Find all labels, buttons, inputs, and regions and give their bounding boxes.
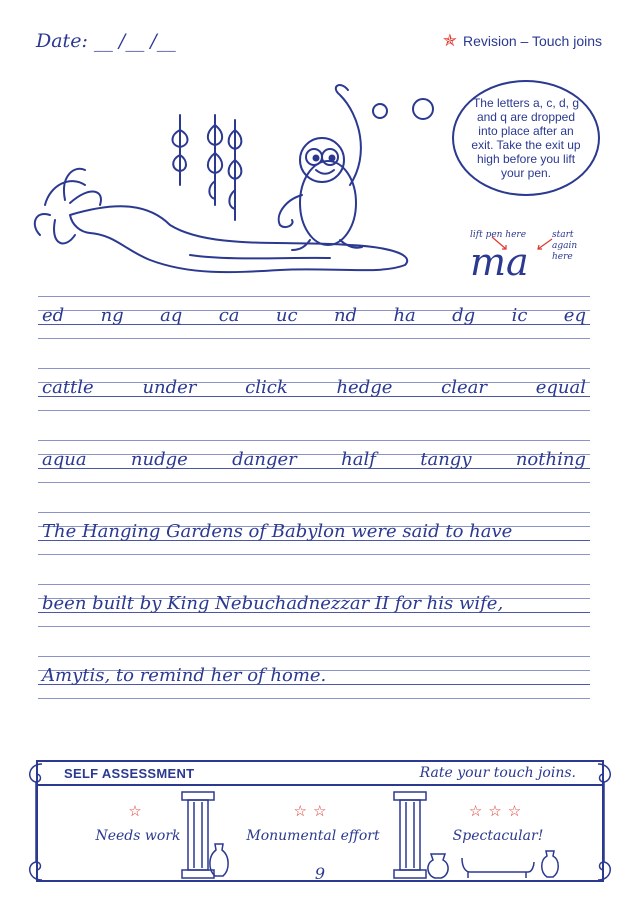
branch <box>70 206 407 272</box>
rating-label: Monumental effort <box>246 828 380 844</box>
header-title-text: Revision – Touch joins <box>462 32 602 49</box>
handwriting-line[interactable] <box>38 440 590 500</box>
guide-rule <box>38 410 590 411</box>
model-word: cattle <box>42 377 94 398</box>
lift-pen-label: lift pen here <box>470 230 527 240</box>
thought-bubble-text: The letters a, c, d, g and q are dropped into place after an exit. Take the exit up high before you lift your pen. <box>471 96 581 180</box>
guide-rule <box>38 482 590 483</box>
header-title <box>443 32 602 49</box>
self-assessment-subtitle: Rate your touch joins. <box>419 765 576 781</box>
model-word: ic <box>511 305 528 326</box>
handwriting-line[interactable] <box>38 368 590 428</box>
demo-letters: ma <box>470 240 529 284</box>
star-icon: ✯ <box>442 31 457 50</box>
model-word: click <box>245 377 288 398</box>
model-word: ha <box>393 305 416 326</box>
model-word: nudge <box>130 449 188 470</box>
start-again-label: start again here <box>552 230 578 262</box>
monkey-tail <box>336 85 361 185</box>
model-word: nothing <box>515 449 586 470</box>
self-assessment-header <box>38 762 602 786</box>
model-word: uc <box>275 305 298 326</box>
thought-bubble-dot <box>412 98 434 120</box>
monkey-illustration <box>30 75 430 285</box>
model-word: danger <box>232 449 297 470</box>
model-word: half <box>341 449 376 470</box>
model-sentence: The Hanging Gardens of Babylon were said to have <box>42 521 513 542</box>
handwriting-line[interactable] <box>38 296 590 356</box>
thought-bubble <box>452 80 600 196</box>
guide-rule <box>38 440 590 441</box>
vine-2 <box>208 115 222 205</box>
handwriting-line[interactable] <box>38 656 590 716</box>
rating-label: Spectacular! <box>452 828 544 844</box>
guide-rule <box>38 368 590 369</box>
model-word: hedge <box>336 377 393 398</box>
star-icon: ☆☆☆ <box>468 803 528 820</box>
model-word-row <box>42 377 586 398</box>
model-word: ng <box>100 305 124 326</box>
guide-rule <box>38 512 590 513</box>
thought-bubble-dot-small <box>372 103 388 119</box>
vine-1 <box>173 115 188 185</box>
handwriting-line[interactable] <box>38 512 590 572</box>
model-word: dg <box>452 305 476 326</box>
page-number: 9 <box>314 864 326 883</box>
model-sentence: Amytis, to remind her of home. <box>42 665 327 686</box>
guide-rule <box>38 656 590 657</box>
guide-rule <box>38 296 590 297</box>
rating-label: Needs work <box>95 828 181 844</box>
handwriting-line[interactable] <box>38 584 590 644</box>
guide-rule <box>38 584 590 585</box>
star-icon: ☆☆ <box>293 803 333 820</box>
model-word: aq <box>160 305 183 326</box>
rating-option-monumental-effort[interactable] <box>228 802 398 844</box>
model-word: tangy <box>420 449 472 470</box>
model-sentence: been built by King Nebuchadnezzar II for his wife, <box>42 593 504 614</box>
guide-rule <box>38 554 590 555</box>
model-word: aqua <box>42 449 87 470</box>
self-assessment-title: SELF ASSESSMENT <box>64 765 195 781</box>
model-word: clear <box>441 377 487 398</box>
model-word: ed <box>42 305 65 326</box>
date-field[interactable]: Date: __ /__ /__ <box>36 30 176 52</box>
model-word: equal <box>535 377 586 398</box>
model-word: nd <box>333 305 358 326</box>
vine-3 <box>229 120 242 220</box>
rating-option-spectacular[interactable] <box>428 802 568 844</box>
star-icon: ☆ <box>128 803 148 820</box>
model-word: ca <box>218 305 240 326</box>
model-word: eq <box>563 305 586 326</box>
guide-rule <box>38 698 590 699</box>
model-word: under <box>142 377 197 398</box>
model-word-row <box>42 449 586 470</box>
model-word-row <box>42 305 586 326</box>
guide-rule <box>38 626 590 627</box>
guide-rule <box>38 338 590 339</box>
